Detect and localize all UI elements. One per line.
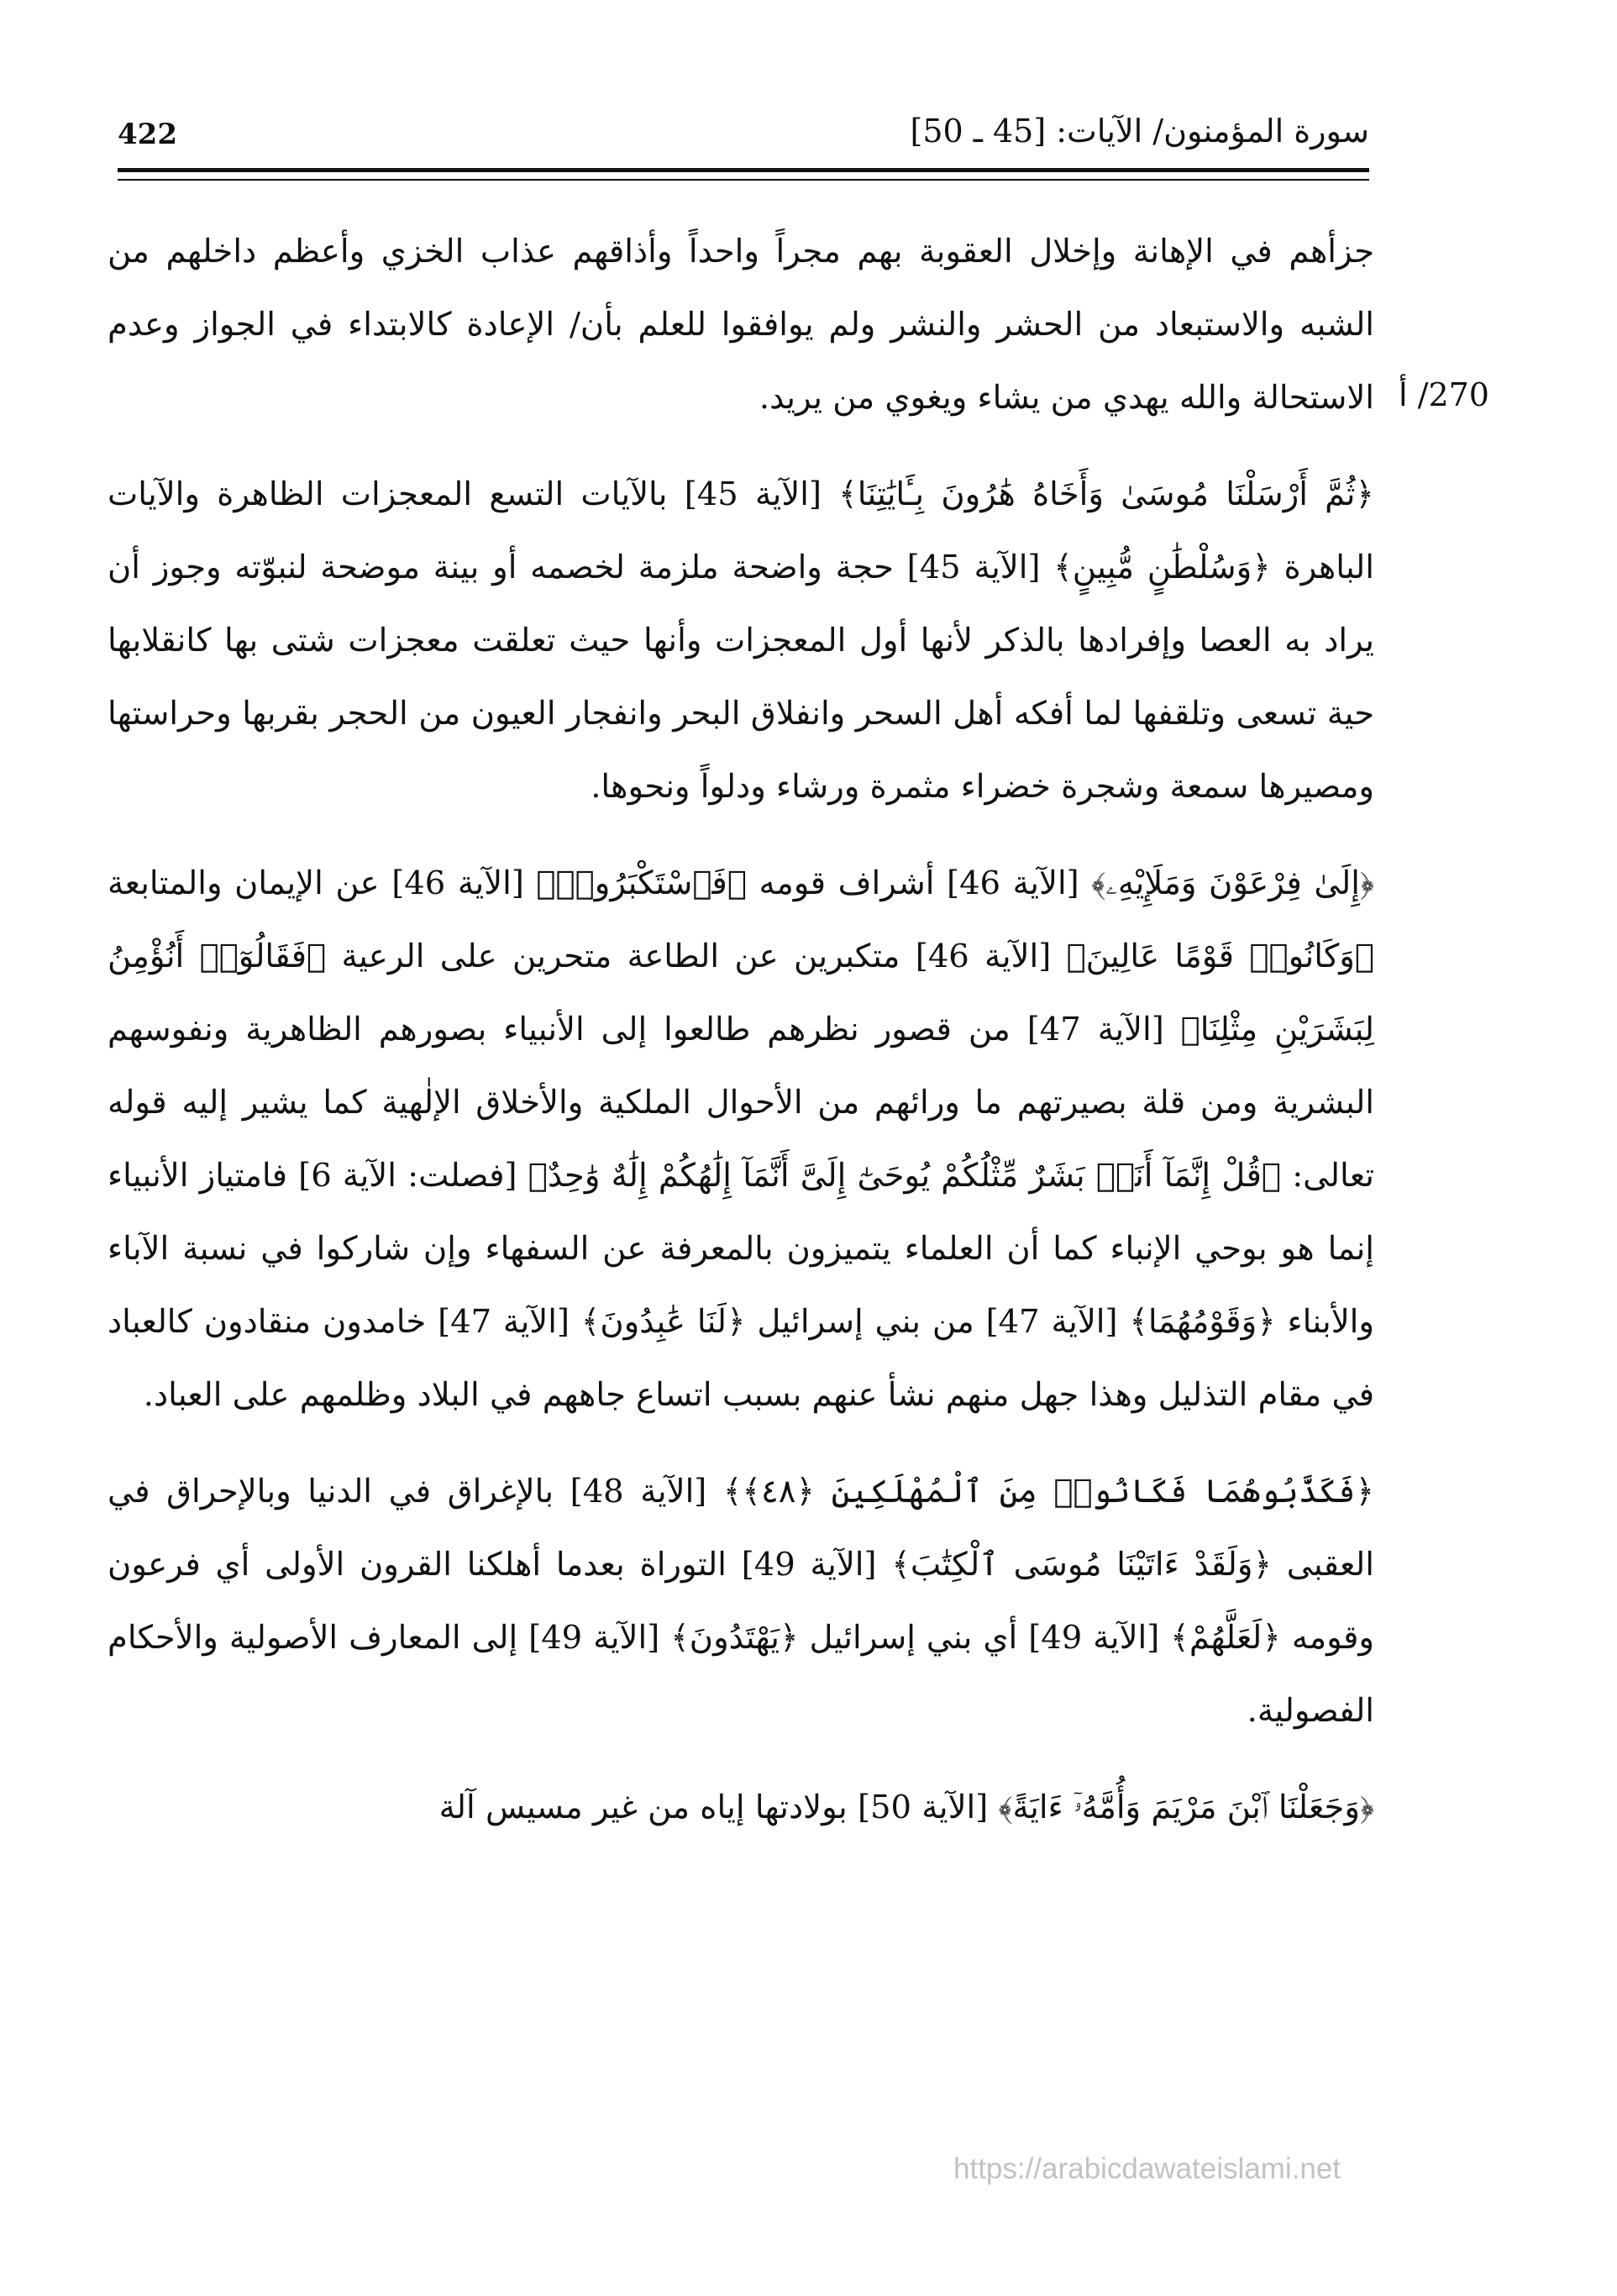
running-title: سورة المؤمنون/ الآيات: [45 ـ 50]: [910, 113, 1369, 150]
manuscript-folio-marker: 270/ أ: [1399, 376, 1489, 413]
paragraph-4: ﴿فَكَذَّبُوهُمَا فَكَانُوا۟ مِنَ ٱلْمُهْلَكِينَ ﴿٤٨﴾﴾ [الآية 48] بالإغراق في الدنيا وبالإحراق في العقبى ﴿وَلَقَدْ ءَاتَيْنَا مُوسَى ٱلْكِتَٰبَ﴾ [الآية 49] التوراة بعدما أهلكنا القرون الأولى أي فرعون وقومه ﴿لَعَلَّهُمْ﴾ [الآية 49] أي بني إسرائيل ﴿يَهْتَدُونَ﴾ [الآية 49] إلى المعارف الأصولية والأحكام الفصولية.: [108, 1473, 1374, 1730]
page-number: 422: [118, 118, 177, 151]
website-watermark: https://arabicdawateislami.net: [953, 2152, 1341, 2185]
paragraph-1: جزأهم في الإهانة وإخلال العقوبة بهم مجراً واحداً وأذاقهم عذاب الخزي وأعظم داخلهم من الشبه والاستبعاد من الحشر والنشر ولم يوافقوا للعلم بأن/ الإعادة كالابتداء في الجواز وعدم الاستحالة والله يهدي من يشاء ويغوي من يريد.: [108, 233, 1374, 417]
paragraph-3: ﴿إِلَىٰ فِرْعَوْنَ وَمَلَإِيْهِۦ﴾ [الآية 46] أشراف قومه ﴿فَٱسْتَكْبَرُوا۟﴾ [الآية 46] عن الإيمان والمتابعة ﴿وَكَانُوا۟ قَوْمًا عَالِينَ﴾ [الآية 46] متكبرين عن الطاعة متحرين على الرعية ﴿فَقَالُوٓا۟ أَنُؤْمِنُ لِبَشَرَيْنِ مِثْلِنَا﴾ [الآية 47] من قصور نظرهم طالعوا إلى الأنبياء بصورهم الظاهرية ونفوسهم البشرية ومن قلة بصيرتهم ما ورائهم من الأحوال الملكية والأخلاق الإلٰهية كما يشير إليه قوله تعالى: ﴿قُلْ إِنَّمَآ أَنَا۠ بَشَرٌ مِّثْلُكُمْ يُوحَىٰٓ إِلَىَّ أَنَّمَآ إِلَٰهُكُمْ إِلَٰهٌ وَٰحِدٌ﴾ [فصلت: الآية 6] فامتياز الأنبياء إنما هو بوحي الإنباء كما أن العلماء يتميزون بالمعرفة عن السفهاء وإن شاركوا في نسبة الآباء والأبناء ﴿وَقَوْمُهُمَا﴾ [الآية 47] من بني إسرائيل ﴿لَنَا عَٰبِدُونَ﴾ [الآية 47] خامدون منقادون كالعباد في مقام التذليل وهذا جهل منهم نشأ عنهم بسبب اتساع جاههم في البلاد وظلمهم على العباد.: [108, 864, 1375, 1414]
text-body: [108, 215, 1374, 1844]
header-rule-thin: [118, 179, 1369, 181]
header-rule-thick: [118, 168, 1369, 172]
page-header: [118, 113, 1369, 168]
paragraph-5: ﴿وَجَعَلْنَا ٱبْنَ مَرْيَمَ وَأُمَّهُۥٓ ءَايَةً﴾ [الآية 50] بولادتها إياه من غير مسيس آلة: [438, 1789, 1374, 1826]
paragraph-2: ﴿ثُمَّ أَرْسَلْنَا مُوسَىٰ وَأَخَاهُ هَٰرُونَ بِـَٔايَٰتِنَا﴾ [الآية 45] بالآيات التسع المعجزات الظاهرة والآيات الباهرة ﴿وَسُلْطَٰنٍ مُّبِينٍ﴾ [الآية 45] حجة واضحة ملزمة لخصمه أو بينة موضحة لنبوّته وجوز أن يراد به العصا وإفرادها بالذكر لأنها أول المعجزات وأنها حيث تعلقت معجزات شتى بها كانقلابها حية تسعى وتلقفها لما أفكه أهل السحر وانفلاق البحر وانفجار العيون من الحجر بقربها وحراستها ومصيرها سمعة وشجرة خضراء مثمرة ورشاء ودلواً ونحوها.: [108, 475, 1374, 806]
